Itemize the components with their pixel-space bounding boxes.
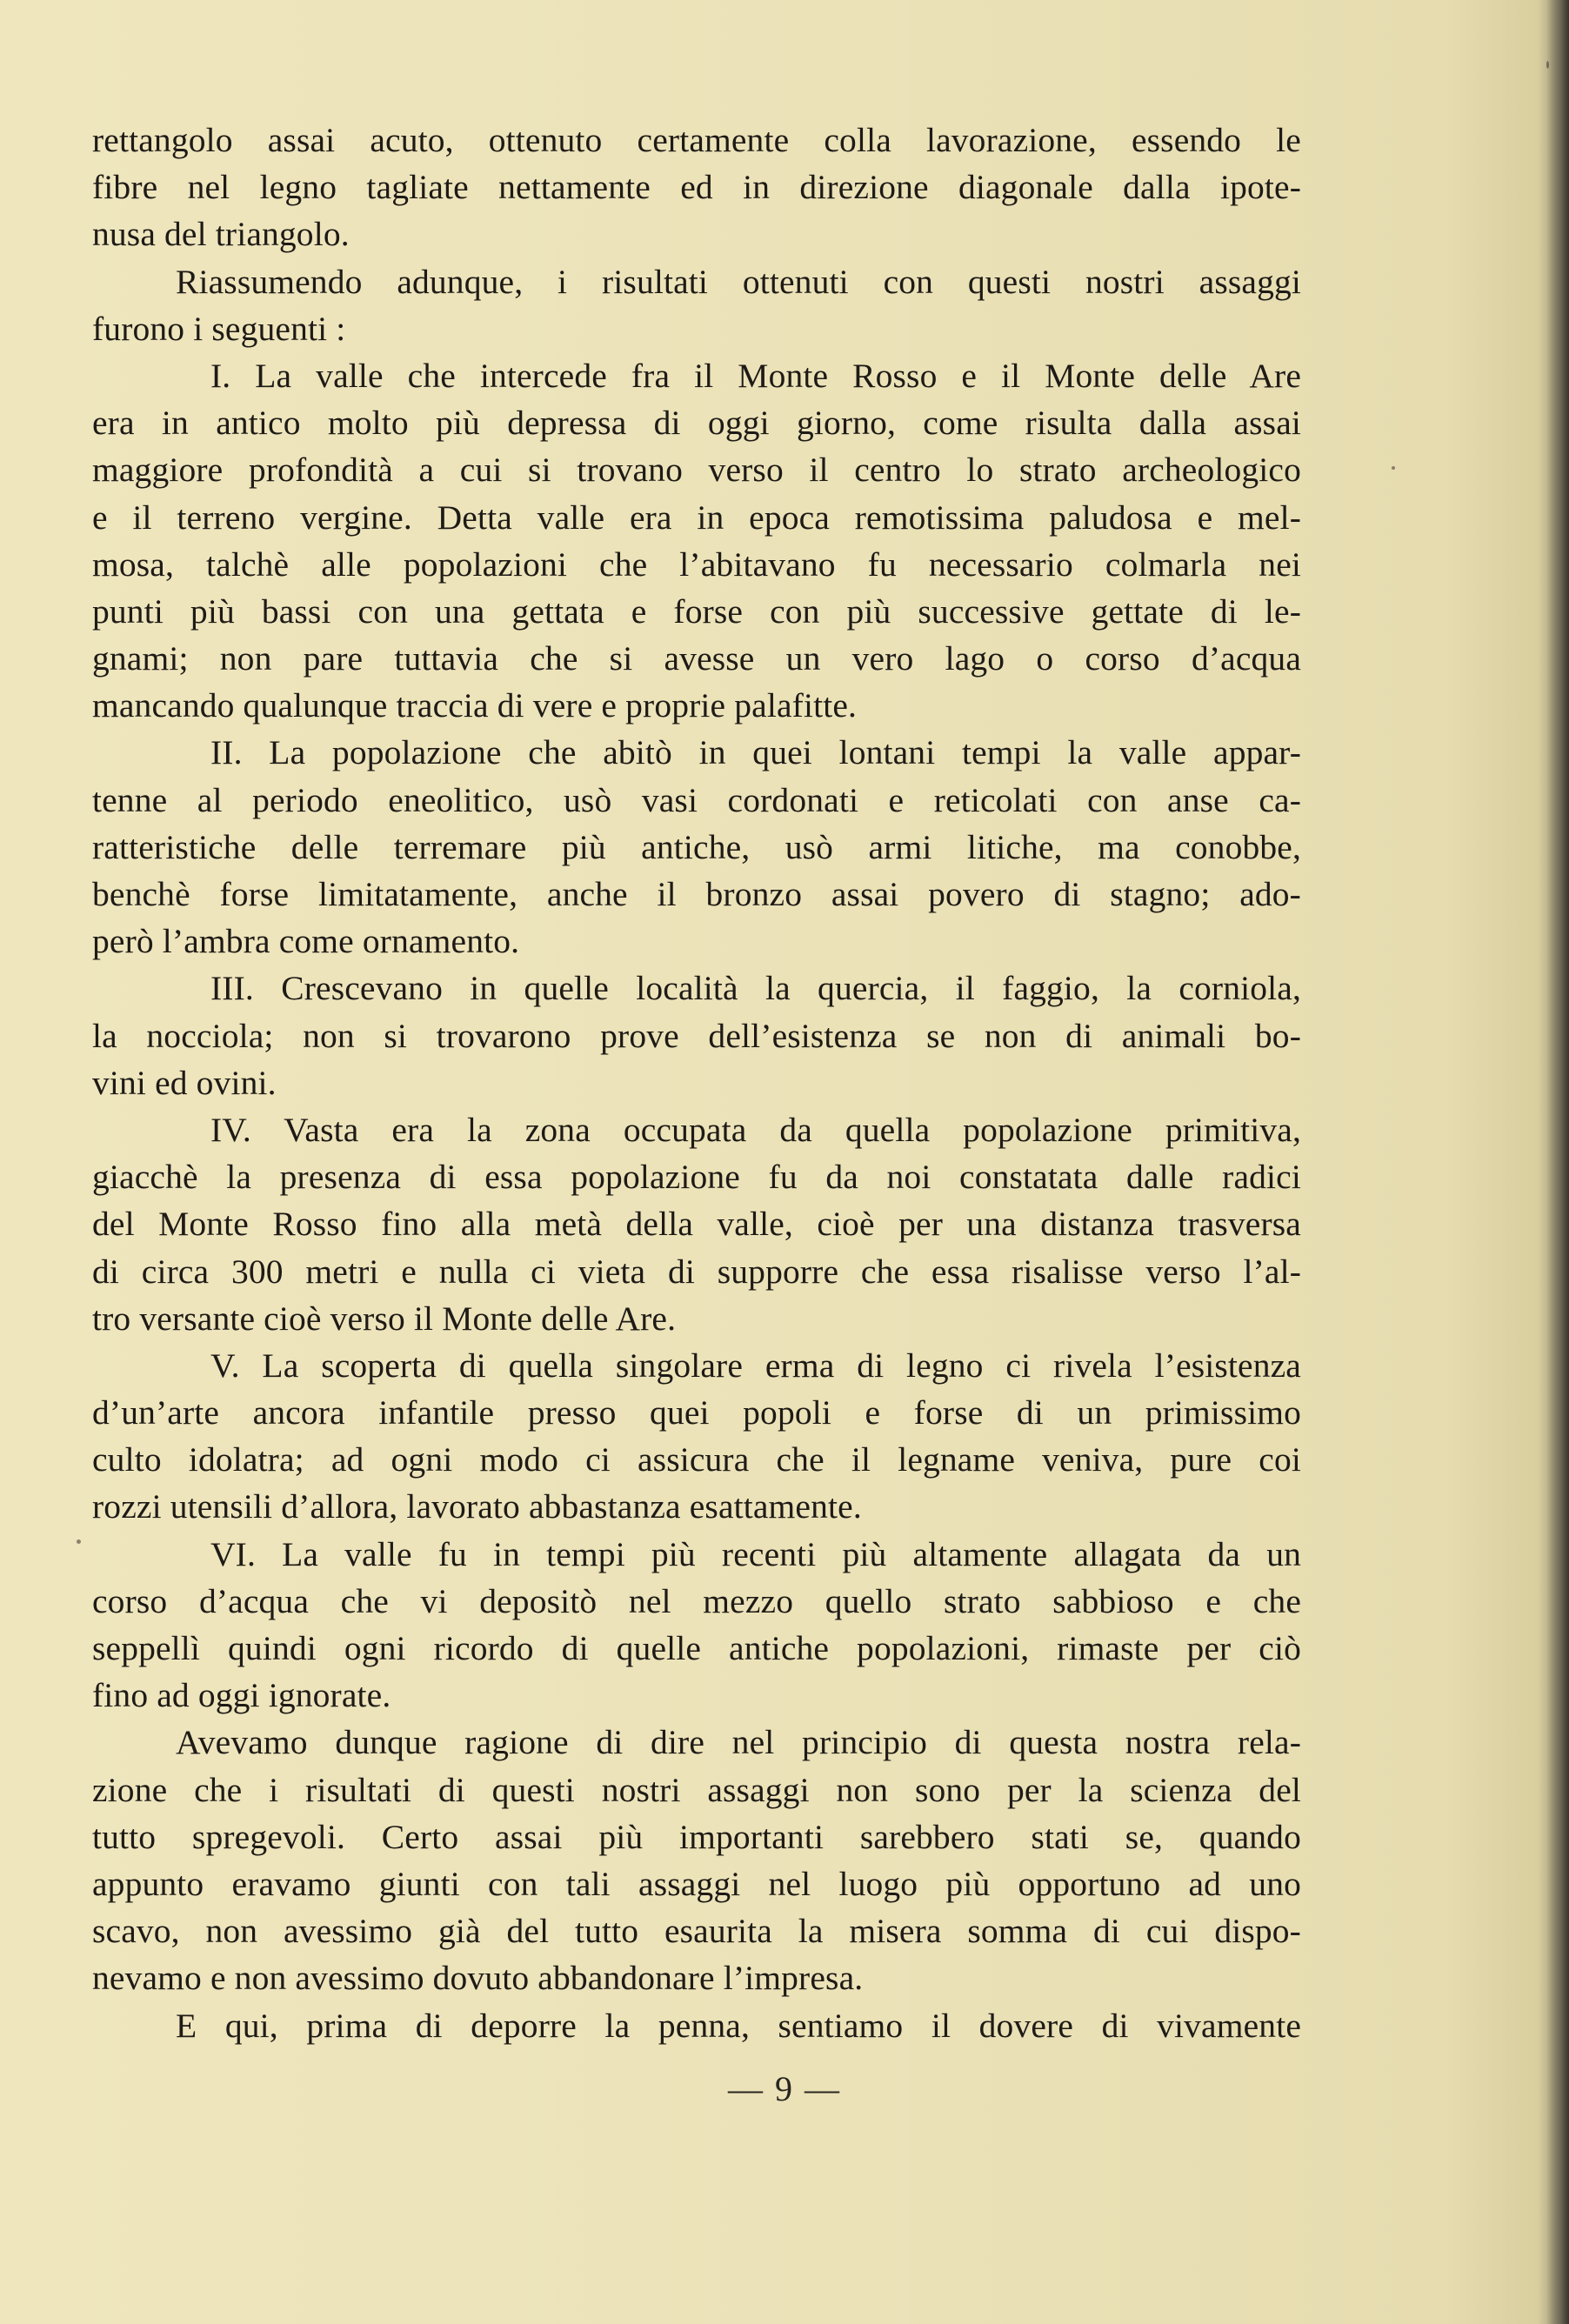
text-line: E qui, prima di deporre la penna, sentiamo il dovere di vivamente [176, 2006, 1301, 2045]
page-number: — 9 — [728, 2069, 841, 2108]
text-line: vini ed ovini. [92, 1063, 277, 1102]
text-line: fibre nel legno tagliate nettamente ed in direzione diagonale dalla ipote- [92, 168, 1301, 207]
text-line: culto idolatra; ad ogni modo ci assicura che il legname veniva, pure coi [92, 1440, 1301, 1479]
paper-speck [1546, 61, 1549, 69]
text-line: seppellì quindi ogni ricordo di quelle antiche popolazioni, rimaste per ciò [92, 1629, 1301, 1667]
text-line: rettangolo assai acuto, ottenuto certamente colla lavorazione, essendo le [92, 121, 1301, 159]
text-line: la nocciola; non si trovarono prove dell’esistenza se non di animali bo- [92, 1016, 1301, 1055]
text-line: II. La popolazione che abitò in quei lontani tempi la valle appar- [210, 733, 1301, 772]
text-line: corso d’acqua che vi depositò nel mezzo quello strato sabbioso e che [92, 1581, 1301, 1620]
text-line: d’un’arte ancora infantile presso quei popoli e forse di un primissimo [92, 1393, 1301, 1432]
body-text [92, 117, 1301, 2049]
text-line: V. La scoperta di quella singolare erma di legno ci rivela l’esistenza [210, 1346, 1301, 1385]
text-line: era in antico molto più depressa di oggi giorno, come risulta dalla assai [92, 404, 1301, 443]
text-line: tenne al periodo eneolitico, usò vasi cordonati e reticolati con anse ca- [92, 780, 1301, 819]
text-line: tro versante cioè verso il Monte delle Are. [92, 1299, 677, 1338]
text-line: giacchè la presenza di essa popolazione fu da noi constatata dalle radici [92, 1158, 1301, 1197]
text-line: mancando qualunque traccia di vere e proprie palafitte. [92, 686, 858, 725]
text-line: nusa del triangolo. [92, 215, 350, 254]
text-line: III. Crescevano in quelle località la quercia, il faggio, la corniola, [210, 969, 1301, 1008]
text-line: scavo, non avessimo già del tutto esaurita la misera somma di cui dispo- [92, 1912, 1301, 1951]
text-line: IV. Vasta era la zona occupata da quella popolazione primitiva, [210, 1110, 1301, 1149]
text-line: maggiore profondità a cui si trovano verso il centro lo strato archeologico [92, 451, 1301, 490]
text-line: gnami; non pare tuttavia che si avesse un vero lago o corso d’acqua [92, 639, 1301, 678]
text-line: di circa 300 metri e nulla ci vieta di supporre che essa risalisse verso l’al- [92, 1252, 1301, 1291]
text-line: mosa, talchè alle popolazioni che l’abitavano fu necessario colmarla nei [92, 544, 1301, 584]
text-line: però l’ambra come ornamento. [92, 922, 520, 961]
text-line: VI. La valle fu in tempi più recenti più altamente allagata da un [210, 1534, 1301, 1573]
page-edge-shadow [1546, 0, 1569, 2324]
text-line: Riassumendo adunque, i risultati ottenuti con questi nostri assaggi [176, 262, 1301, 301]
text-line: benchè forse limitatamente, anche il bronzo assai povero di stagno; ado- [92, 875, 1301, 913]
text-line: rozzi utensili d’allora, lavorato abbastanza esattamente. [92, 1487, 862, 1526]
text-line: ratteristiche delle terremare più antiche, usò armi litiche, ma conobbe, [92, 827, 1301, 866]
text-line: zione che i risultati di questi nostri assaggi non sono per la scienza del [92, 1770, 1301, 1809]
paper-speck [77, 1539, 81, 1544]
text-line: fino ad oggi ignorate. [92, 1676, 391, 1715]
text-line: punti più bassi con una gettata e forse con più successive gettate di le- [92, 591, 1301, 631]
text-line: I. La valle che intercede fra il Monte Rosso e il Monte delle Are [210, 356, 1301, 395]
text-line: nevamo e non avessimo dovuto abbandonare l’impresa. [92, 1959, 864, 1998]
paper-speck [1392, 466, 1395, 470]
text-line: Avevamo dunque ragione di dire nel principio di questa nostra rela- [176, 1723, 1301, 1762]
text-line: e il terreno vergine. Detta valle era in epoca remotissima paludosa e mel- [92, 498, 1301, 537]
text-line: del Monte Rosso fino alla metà della valle, cioè per una distanza trasversa [92, 1205, 1301, 1244]
text-line: appunto eravamo giunti con tali assaggi nel luogo più opportuno ad uno [92, 1864, 1301, 1903]
text-line: furono i seguenti : [92, 309, 346, 348]
text-line: tutto spregevoli. Certo assai più importanti sarebbero stati se, quando [92, 1817, 1301, 1856]
